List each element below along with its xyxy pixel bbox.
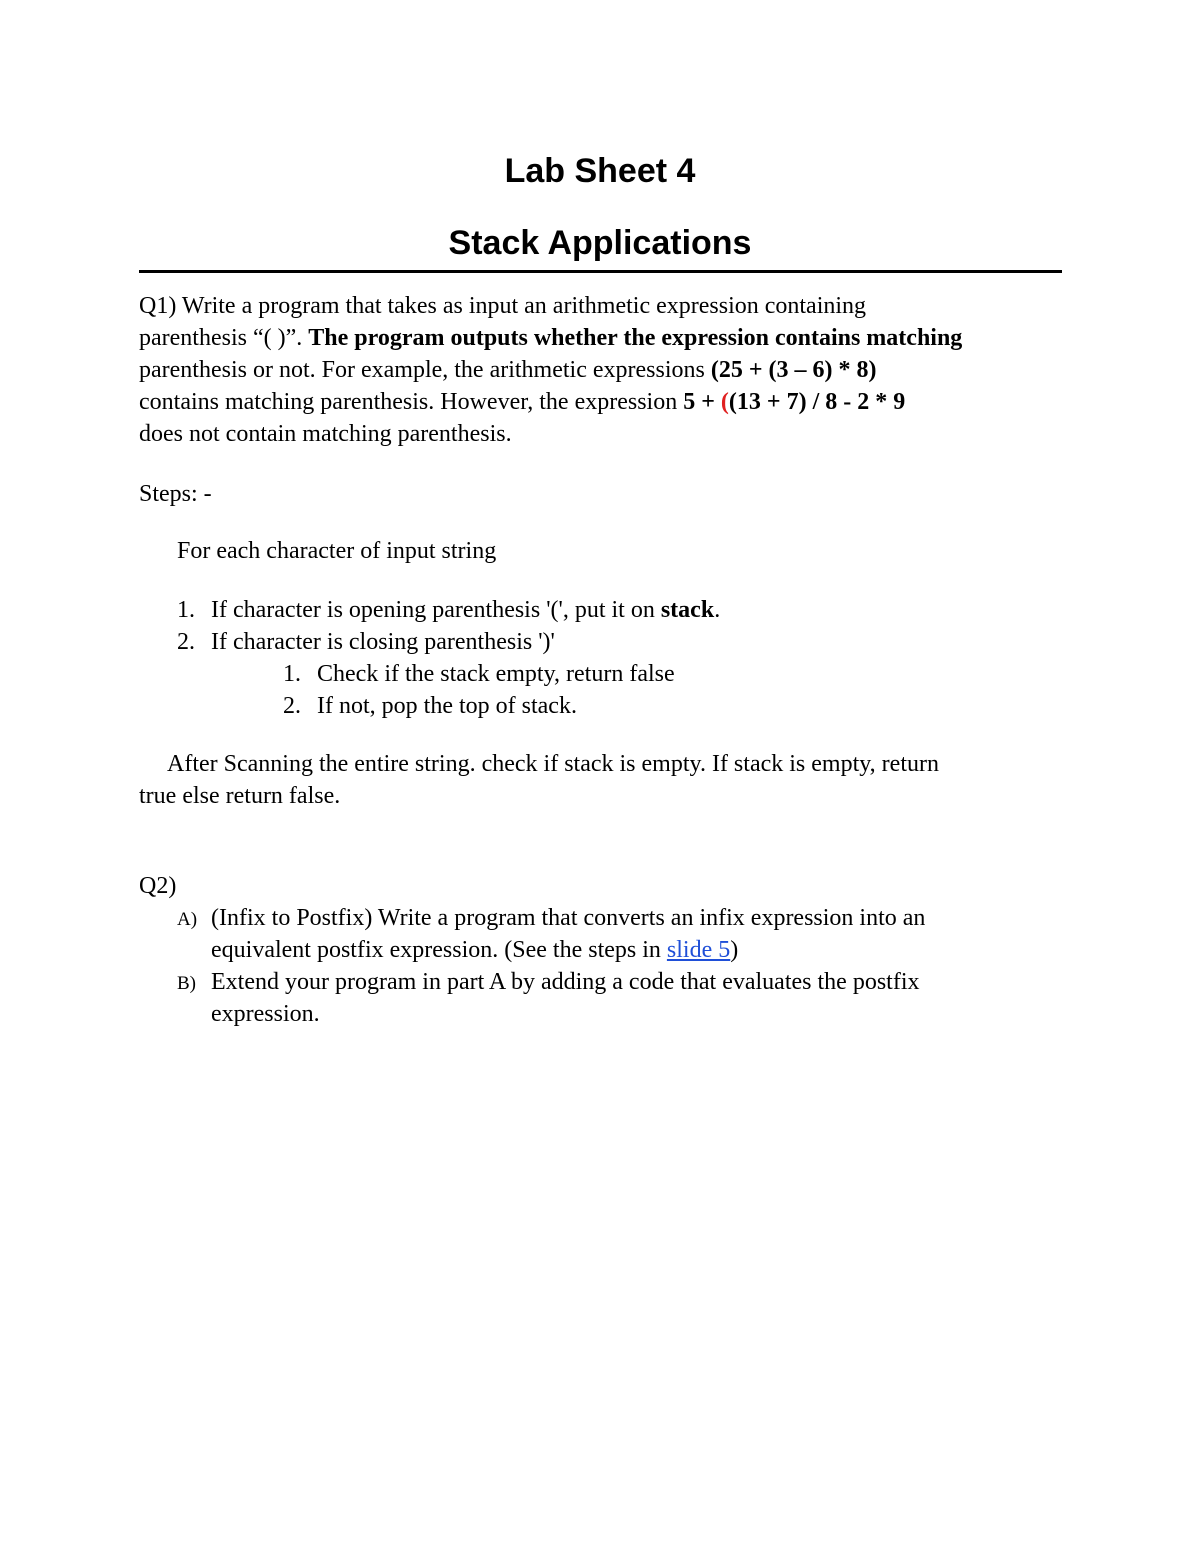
part-text: Extend your program in part A by adding a code that evaluates the postfix (211, 969, 920, 995)
q1-text: parenthesis or not. For example, the arithmetic expressions (139, 357, 711, 383)
part-text: (Infix to Postfix) Write a program that converts an infix expression into an (211, 905, 926, 931)
non-matching-expression-start: 5 + (683, 389, 721, 415)
step-text: . (714, 597, 721, 623)
step-subitem-1 (283, 658, 675, 690)
substep-text: Check if the stack empty, return false (317, 661, 675, 687)
step-number: 2. (177, 629, 195, 655)
steps-intro: For each character of input string (177, 538, 497, 564)
steps-after-line-1: After Scanning the entire string. check if stack is empty. If stack is empty, return (167, 751, 939, 777)
q1-line-5 (139, 418, 512, 450)
substep-number: 2. (283, 693, 301, 719)
substep-text: If not, pop the top of stack. (317, 693, 577, 719)
q2-part-a-line-2 (211, 934, 738, 966)
q2-part-a (177, 902, 925, 936)
q1-line-4 (139, 386, 905, 418)
title-divider (139, 270, 1062, 273)
step-item-1 (177, 594, 720, 626)
part-label: B) (177, 973, 196, 994)
q1-line-2 (139, 322, 962, 354)
step-text: If character is opening parenthesis '(', put it on (211, 597, 661, 623)
q2-part-b (177, 966, 919, 1000)
page-subtitle: Stack Applications (448, 224, 752, 262)
part-text: ) (730, 937, 739, 963)
step-number: 1. (177, 597, 195, 623)
substep-number: 1. (283, 661, 301, 687)
q2-heading: Q2) (139, 873, 177, 899)
slide-5-link[interactable]: slide 5 (666, 937, 731, 963)
non-matching-expression-rest: (13 + 7) / 8 - 2 * 9 (728, 389, 906, 415)
part-label: A) (177, 909, 198, 930)
q1-text: parenthesis “( )”. (139, 325, 309, 351)
matching-expression: (25 + (3 – 6) * 8) (710, 357, 877, 383)
part-text: equivalent postfix expression. (See the steps in (211, 937, 667, 963)
q1-text: contains matching parenthesis. However, the expression (139, 389, 684, 415)
q1-bold-text: The program outputs whether the expression contains matching (308, 325, 963, 351)
step-item-2 (177, 626, 555, 658)
q1-text: does not contain matching parenthesis. (139, 421, 512, 447)
q2-part-b-line-2: expression. (211, 1001, 320, 1027)
unmatched-parenthesis: ( (720, 389, 729, 415)
steps-after-line-2: true else return false. (139, 783, 341, 809)
page-title: Lab Sheet 4 (504, 152, 696, 190)
q1-line-3 (139, 354, 877, 386)
step-text: If character is closing parenthesis ')' (211, 629, 555, 655)
steps-heading: Steps: - (139, 481, 212, 507)
step-subitem-2 (283, 690, 577, 722)
step-bold-text: stack (660, 597, 715, 623)
q1-text: Q1) Write a program that takes as input an arithmetic expression containing (139, 293, 867, 319)
q1-line-1 (139, 290, 866, 322)
